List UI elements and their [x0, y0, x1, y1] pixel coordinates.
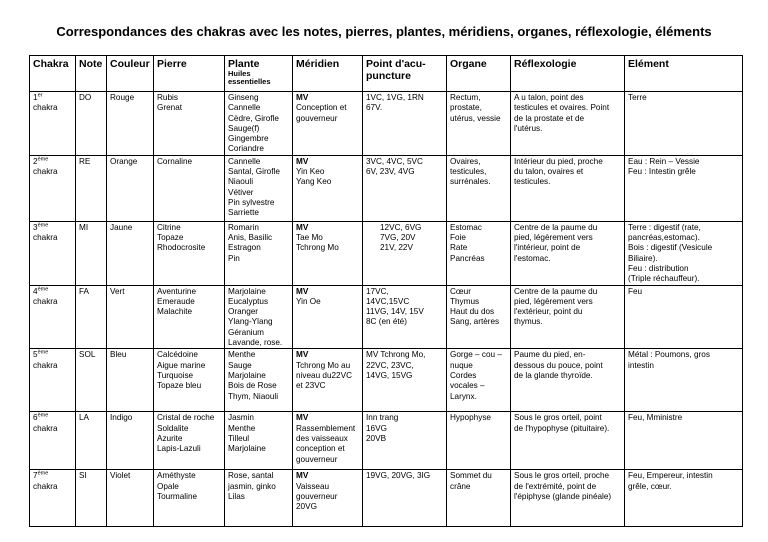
cell-plante [225, 470, 293, 527]
organe-line: surrénales. [450, 177, 491, 187]
cell-element [625, 155, 743, 221]
reflexologie-line: thymus. [514, 317, 543, 327]
table-row [30, 412, 743, 470]
meridien-line: Conception et [296, 103, 347, 113]
cell-plante [225, 221, 293, 285]
plante-line: Rose, santal [228, 471, 274, 481]
chakra-ordinal: ème [37, 156, 49, 163]
chakra-word: chakra [33, 233, 58, 243]
organe-line: Larynx. [450, 391, 477, 401]
meridien-line: Yang Keo [296, 177, 332, 187]
pierre-line: Grenat [157, 103, 183, 113]
cell-organe [447, 92, 511, 156]
plante-line: Pin [228, 253, 240, 263]
cell-couleur: Bleu [107, 349, 154, 412]
plante-line: Marjolaine [228, 286, 266, 296]
reflexologie-line: Centre de la paume du [514, 222, 598, 232]
cell-chakra [30, 221, 76, 285]
chakra-word: chakra [33, 360, 58, 370]
cell-pierre [154, 92, 225, 156]
plante-line: Santal, Girofle [228, 167, 280, 177]
pierre-line: Rhodocrosite [157, 243, 206, 253]
meridien-code: MV [296, 350, 309, 360]
plante-line: Ylang-Ylang [228, 317, 273, 327]
plante-line: Ginseng [228, 93, 259, 102]
chakra-number-line [33, 350, 73, 360]
pierre-line: Citrine [157, 222, 181, 232]
element-line: Biliaire). [628, 253, 658, 263]
meridien-code: MV [296, 471, 309, 481]
cell-element [625, 470, 743, 527]
cell-reflexologie [511, 221, 625, 285]
reflexologie-line: testicules et ovaires. Point [514, 103, 610, 113]
cell-meridien [293, 155, 363, 221]
header-plante-sub: Huiles essentielles [228, 69, 271, 87]
point-line: 17VC, [366, 286, 389, 296]
point-line: 6V, 23V, 4VG [366, 167, 415, 177]
plante-line: Sauge(f) [228, 123, 260, 133]
cell-chakra [30, 349, 76, 412]
meridien-line: conception et [296, 444, 345, 454]
cell-chakra [30, 470, 76, 527]
chakra-ordinal: ème [37, 412, 49, 419]
point-line: 19VG, 20VG, 3IG [366, 471, 431, 481]
organe-line: Estomac [450, 222, 482, 232]
cell-element [625, 92, 743, 156]
cell-couleur: Orange [107, 155, 154, 221]
point-line: 22VC, 23VC, [366, 360, 414, 370]
reflexologie-line: l'estomac. [514, 253, 551, 263]
element-line: Feu, Mministre [628, 413, 683, 423]
cell-element [625, 412, 743, 470]
cell-plante [225, 349, 293, 412]
header-meridien: Méridien [293, 56, 363, 92]
table-row [30, 92, 743, 156]
reflexologie-line: l'utérus. [514, 123, 543, 133]
header-organe: Organe [447, 56, 511, 92]
chakra-number: 4 [33, 286, 38, 296]
plante-line: Cannelle [228, 103, 261, 113]
cell-reflexologie [511, 285, 625, 349]
element-line: Terre : digestif (rate, [628, 222, 701, 232]
chakra-number-line [33, 223, 73, 233]
cell-meridien [293, 221, 363, 285]
reflexologie-line: l'intérieur, point de [514, 243, 581, 253]
plante-line: Eucalyptus [228, 296, 269, 306]
cell-couleur: Jaune [107, 221, 154, 285]
organe-line: Thymus [450, 296, 480, 306]
pierre-line: Topaze bleu [157, 381, 202, 391]
plante-line: Marjolaine [228, 370, 266, 380]
meridien-line: Rassemblement [296, 423, 356, 433]
pierre-line: Turquoise [157, 370, 194, 380]
reflexologie-line: Sous le gros orteil, proche [514, 471, 610, 481]
organe-line: vocales – [450, 381, 485, 391]
organe-line: Cordes [450, 370, 477, 380]
reflexologie-line: testicules. [514, 177, 551, 187]
organe-line: Rectum, [450, 93, 481, 102]
header-note: Note [76, 56, 107, 92]
element-line: intestin [628, 360, 654, 370]
organe-line: Cœur [450, 286, 471, 296]
cell-meridien [293, 285, 363, 349]
cell-plante [225, 155, 293, 221]
cell-point [363, 349, 447, 412]
cell-meridien [293, 349, 363, 412]
cell-note: LA [76, 412, 107, 470]
plante-line: Cèdre, Girofle [228, 113, 279, 123]
plante-line: Sarriette [228, 208, 259, 218]
point-line: 12VC, 6VG [380, 222, 422, 232]
pierre-line: Emeraude [157, 296, 195, 306]
reflexologie-line: de la prostate et de [514, 113, 585, 123]
meridien-line: et 23VC [296, 381, 326, 391]
organe-line: Ovaires, [450, 156, 481, 166]
point-line: 11VG, 14V, 15V [366, 307, 424, 317]
reflexologie-line: pied, légèrement vers [514, 233, 593, 243]
meridien-code: MV [296, 413, 309, 423]
plante-line: Bois de Rose [228, 381, 277, 391]
cell-meridien [293, 412, 363, 470]
plante-line: Vétiver [228, 187, 254, 197]
point-line: MV Tchrong Mo, [366, 350, 426, 360]
meridien-line: Tchrong Mo au [296, 360, 351, 370]
organe-line: Hypophyse [450, 413, 491, 423]
meridien-line: Tae Mo [296, 233, 323, 243]
cell-reflexologie [511, 412, 625, 470]
cell-element [625, 285, 743, 349]
cell-pierre [154, 155, 225, 221]
element-line: Feu, Empereur, intestin [628, 471, 713, 481]
plante-line: Jasmin [228, 413, 254, 423]
plante-line: Coriandre [228, 144, 264, 154]
reflexologie-line: du talon, ovaires et [514, 167, 584, 177]
cell-chakra [30, 412, 76, 470]
reflexologie-line: A u talon, point des [514, 93, 584, 102]
cell-plante [225, 285, 293, 349]
reflexologie-line: Sous le gros orteil, point [514, 413, 602, 423]
cell-note: FA [76, 285, 107, 349]
pierre-line: Rubis [157, 93, 178, 102]
cell-plante [225, 92, 293, 156]
pierre-line: Cristal de roche [157, 413, 215, 423]
cell-reflexologie [511, 349, 625, 412]
pierre-line: Soldalite [157, 423, 189, 433]
plante-line: Pin sylvestre [228, 197, 275, 207]
meridien-line: Vaisseau [296, 481, 330, 491]
plante-line: Estragon [228, 243, 261, 253]
point-line: 14VG, 15VG [366, 370, 413, 380]
pierre-line: Cornaline [157, 156, 193, 166]
pierre-line: Azurite [157, 433, 183, 443]
point-line: 20VB [366, 433, 387, 443]
cell-couleur: Violet [107, 470, 154, 527]
cell-pierre [154, 412, 225, 470]
meridien-line: Tchrong Mo [296, 243, 339, 253]
point-line: 67V. [366, 103, 383, 113]
meridien-code: MV [296, 93, 309, 102]
meridien-line: 20VG [296, 502, 317, 512]
cell-point [363, 470, 447, 527]
table-row [30, 349, 743, 412]
header-element: Elément [625, 56, 743, 92]
cell-note: SI [76, 470, 107, 527]
chakra-word: chakra [33, 167, 58, 177]
cell-point [363, 92, 447, 156]
plante-line: Sauge [228, 360, 252, 370]
organe-line: Sang, artères [450, 317, 500, 327]
element-line: Eau : Rein – Vessie [628, 156, 700, 166]
organe-line: crâne [450, 481, 471, 491]
cell-point [363, 221, 447, 285]
organe-line: prostate, [450, 103, 482, 113]
chakra-number: 6 [33, 413, 38, 423]
point-line: 7VG, 20V [380, 233, 416, 243]
cell-chakra [30, 155, 76, 221]
plante-line: Marjolaine [228, 444, 266, 454]
pierre-line: Tourmaline [157, 491, 198, 501]
cell-organe [447, 155, 511, 221]
point-line: 8C (en été) [366, 317, 407, 327]
plante-line: Menthe [228, 350, 256, 360]
plante-line: Anis, Basilic [228, 233, 273, 243]
element-line: Métal : Poumons, gros [628, 350, 710, 360]
table-row [30, 221, 743, 285]
element-line: Feu : Intestin grêle [628, 167, 696, 177]
cell-organe [447, 412, 511, 470]
reflexologie-line: pied, légèrement vers [514, 296, 593, 306]
plante-line: Lilas [228, 491, 245, 501]
meridien-line: gouverneur [296, 491, 338, 501]
plante-line: Menthe [228, 423, 256, 433]
table-body [30, 92, 743, 527]
plante-line: Lavande, rose. [228, 338, 283, 348]
correspondence-table [29, 55, 743, 527]
meridien-line: gouverneur [296, 113, 338, 123]
chakra-number: 3 [33, 222, 38, 232]
organe-line: Sommet du [450, 471, 492, 481]
organe-line: Gorge – cou – [450, 350, 502, 360]
point-line: 1VC, 1VG, 1RN [366, 93, 424, 102]
element-line: Bois : digestif (Vesicule [628, 243, 713, 253]
cell-point [363, 412, 447, 470]
chakra-word: chakra [33, 423, 58, 433]
chakra-number-line [33, 413, 73, 423]
header-pierre: Pierre [154, 56, 225, 92]
reflexologie-line: de l'hypophyse (pituitaire). [514, 423, 610, 433]
header-couleur: Couleur [107, 56, 154, 92]
chakra-number: 5 [33, 350, 38, 360]
element-line: pancréas,estomac). [628, 233, 700, 243]
chakra-word: chakra [33, 103, 58, 113]
cell-note: MI [76, 221, 107, 285]
table-row [30, 470, 743, 527]
cell-chakra [30, 92, 76, 156]
cell-organe [447, 349, 511, 412]
cell-point [363, 285, 447, 349]
cell-meridien [293, 92, 363, 156]
pierre-line: Aventurine [157, 286, 196, 296]
chakra-number-line [33, 93, 73, 103]
page-title: Correspondances des chakras avec les notes, pierres, plantes, méridiens, organes, réflexologie, éléments [56, 24, 712, 39]
chakra-word: chakra [33, 481, 58, 491]
cell-reflexologie [511, 470, 625, 527]
meridien-line: gouverneur [296, 454, 338, 464]
cell-pierre [154, 470, 225, 527]
element-line: (Triple réchauffeur). [628, 274, 700, 284]
reflexologie-line: de la glande thyroïde. [514, 370, 593, 380]
table-row [30, 155, 743, 221]
cell-organe [447, 285, 511, 349]
meridien-line: des vaisseaux [296, 433, 348, 443]
cell-element [625, 349, 743, 412]
table-row [30, 285, 743, 349]
cell-plante [225, 412, 293, 470]
chakra-number: 7 [33, 471, 38, 481]
reflexologie-line: Paume du pied, en- [514, 350, 586, 360]
element-line: Feu [628, 286, 643, 296]
meridien-code: MV [296, 156, 309, 166]
header-chakra: Chakra [30, 56, 76, 92]
reflexologie-line: de l'extrémité, point de [514, 481, 597, 491]
plante-line: jasmin, ginko [228, 481, 276, 491]
chakra-ordinal: er [37, 92, 43, 99]
header-plante-label: Plante [228, 58, 260, 70]
cell-pierre [154, 349, 225, 412]
header-point: Point d'acu-puncture [363, 56, 447, 92]
meridien-line: niveau du22VC [296, 370, 352, 380]
cell-pierre [154, 285, 225, 349]
chakra-number-line [33, 157, 73, 167]
plante-line: Gingembre [228, 134, 269, 144]
organe-line: Rate [450, 243, 468, 253]
pierre-line: Malachite [157, 307, 193, 317]
pierre-line: Lapis-Lazuli [157, 444, 201, 454]
chakra-ordinal: ème [37, 470, 49, 477]
cell-organe [447, 470, 511, 527]
element-line: Terre [628, 93, 647, 102]
chakra-ordinal: ème [37, 222, 49, 229]
chakra-number-line [33, 471, 73, 481]
meridien-code: MV [296, 222, 309, 232]
element-line: Feu : distribution [628, 263, 689, 273]
pierre-line: Améthyste [157, 471, 196, 481]
cell-meridien [293, 470, 363, 527]
plante-line: Romarin [228, 222, 259, 232]
plante-line: Tilleul [228, 433, 250, 443]
element-line: grêle, cœur. [628, 481, 672, 491]
reflexologie-line: dessous du pouce, point [514, 360, 603, 370]
header-plante [225, 56, 293, 92]
meridien-line: Yin Oe [296, 296, 321, 306]
cell-point [363, 155, 447, 221]
reflexologie-line: l'épiphyse (glande pinéale) [514, 491, 612, 501]
cell-note: SOL [76, 349, 107, 412]
chakra-word: chakra [33, 296, 58, 306]
organe-line: testicules, [450, 167, 487, 177]
organe-line: Foie [450, 233, 466, 243]
cell-pierre [154, 221, 225, 285]
reflexologie-line: Centre de la paume du [514, 286, 598, 296]
point-line: 14VC,15VC [366, 296, 410, 306]
organe-line: utérus, vessie [450, 113, 501, 123]
point-line: 21V, 22V [380, 243, 413, 253]
plante-line: Niaouli [228, 177, 254, 187]
point-line: 16VG [366, 423, 387, 433]
pierre-line: Topaze [157, 233, 184, 243]
chakra-number-line [33, 287, 73, 297]
cell-couleur: Rouge [107, 92, 154, 156]
cell-note: DO [76, 92, 107, 156]
chakra-ordinal: ème [37, 285, 49, 292]
cell-couleur: Indigo [107, 412, 154, 470]
cell-chakra [30, 285, 76, 349]
point-line: 3VC, 4VC, 5VC [366, 156, 423, 166]
reflexologie-line: l'extérieur, point du [514, 307, 583, 317]
pierre-line: Opale [157, 481, 179, 491]
chakra-number: 2 [33, 156, 38, 166]
organe-line: Pancréas [450, 253, 485, 263]
point-line: Inn trang [366, 413, 399, 423]
header-reflexologie: Réflexologie [511, 56, 625, 92]
cell-couleur: Vert [107, 285, 154, 349]
organe-line: Haut du dos [450, 307, 495, 317]
cell-organe [447, 221, 511, 285]
plante-line: Géranium [228, 327, 264, 337]
plante-line: Thym, Niaouli [228, 391, 279, 401]
meridien-code: MV [296, 286, 309, 296]
cell-element [625, 221, 743, 285]
pierre-line: Aigue marine [157, 360, 206, 370]
cell-reflexologie [511, 92, 625, 156]
cell-reflexologie [511, 155, 625, 221]
plante-line: Cannelle [228, 156, 261, 166]
plante-line: Oranger [228, 307, 259, 317]
pierre-line: Calcédoine [157, 350, 198, 360]
chakra-ordinal: ème [37, 349, 49, 356]
chakra-number: 1 [33, 93, 38, 102]
header-row [30, 56, 743, 92]
organe-line: nuque [450, 360, 473, 370]
reflexologie-line: Intérieur du pied, proche [514, 156, 603, 166]
meridien-line: Yin Keo [296, 167, 325, 177]
cell-note: RE [76, 155, 107, 221]
